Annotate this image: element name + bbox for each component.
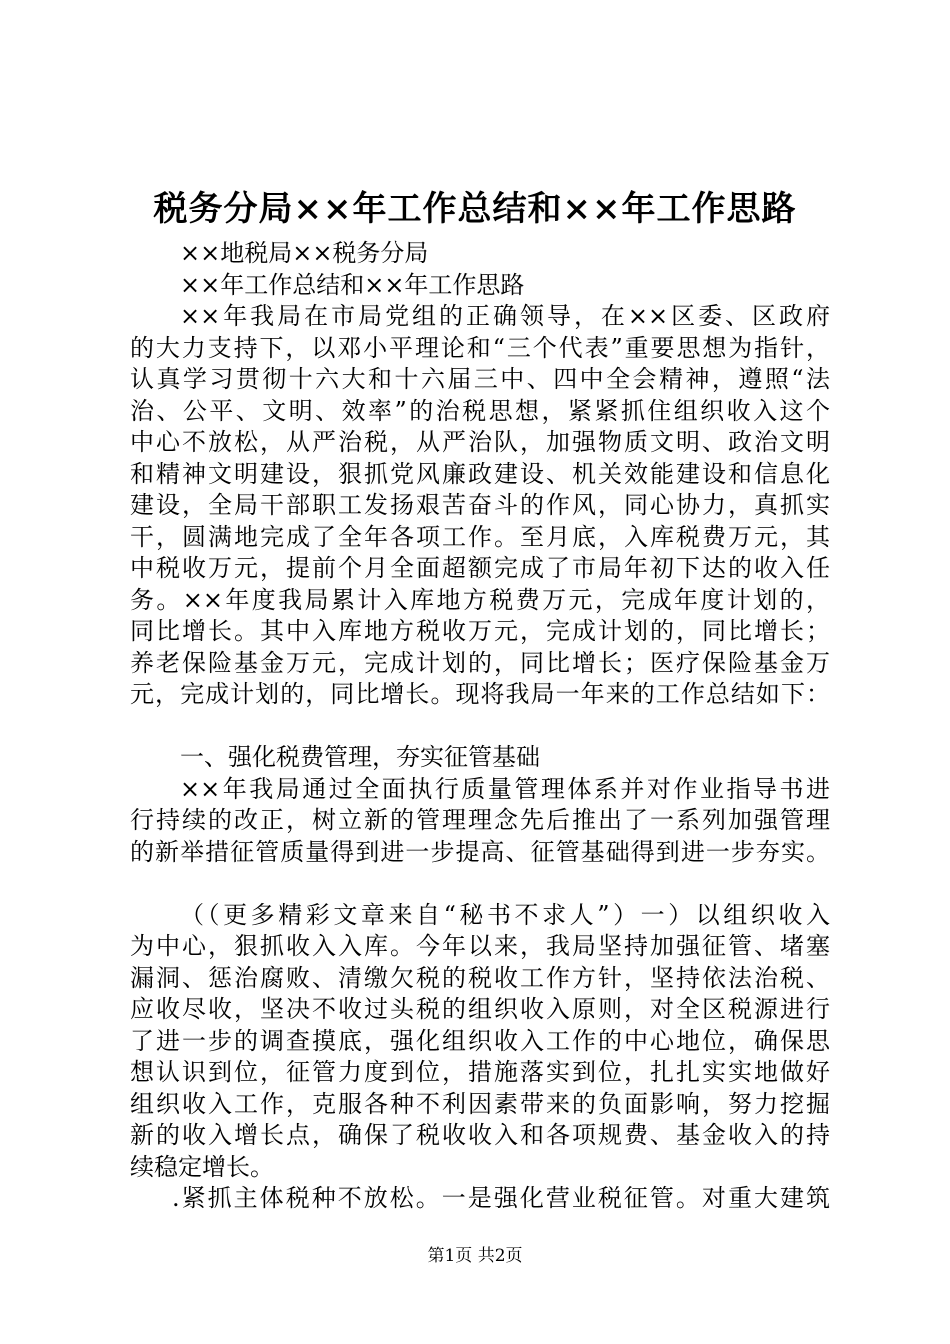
- body-line: 应收尽收，坚决不收过头税的组织收入原则，对全区税源进行: [130, 995, 830, 1023]
- body-line: 想认识到位，征管力度到位，措施落实到位，扎扎实实地做好: [130, 1058, 830, 1086]
- body-line: 务。××年度我局累计入库地方税费万元，完成年度计划的，: [130, 585, 830, 614]
- body-line: 干，圆满地完成了全年各项工作。至月底，入库税费万元，其: [130, 522, 830, 551]
- paragraph-gap: [130, 868, 830, 900]
- body-line: 了进一步的调查摸底，强化组织收入工作的中心地位，确保思: [130, 1026, 830, 1055]
- body-line: 养老保险基金万元，完成计划的，同比增长；医疗保险基金万: [130, 648, 830, 677]
- body-line: 中心不放松，从严治税，从严治队，加强物质文明、政治文明: [130, 428, 830, 456]
- paragraph-gap: [130, 711, 830, 743]
- body-line: （（更多精彩文章来自“秘书不求人”）一）以组织收入: [180, 900, 830, 929]
- body-line: 建设，全局干部职工发扬艰苦奋斗的作风，同心协力，真抓实: [130, 491, 830, 519]
- body-line: 行持续的改正，树立新的管理理念先后推出了一系列加强管理: [130, 806, 830, 834]
- body-line: ××年工作总结和××年工作思路: [180, 270, 525, 299]
- body-line: 新的收入增长点，确保了税收收入和各项规费、基金收入的持: [130, 1121, 830, 1149]
- body-line: ××年我局通过全面执行质量管理体系并对作业指导书进: [180, 774, 830, 803]
- body-line: 元，完成计划的，同比增长。现将我局一年来的工作总结如下：: [130, 680, 830, 708]
- body-line: 续稳定增长。: [130, 1152, 274, 1181]
- body-line: ××年我局在市局党组的正确领导，在××区委、区政府: [180, 302, 830, 330]
- body-line: 组织收入工作，克服各种不利因素带来的负面影响，努力挖掘: [130, 1089, 830, 1118]
- section-heading: 一、强化税费管理，夯实征管基础: [180, 743, 540, 771]
- page-footer: 第1页 共2页: [427, 1246, 523, 1266]
- body-line: .紧抓主体税种不放松。一是强化营业税征管。对重大建筑: [172, 1184, 830, 1212]
- document-body: [130, 238, 830, 1215]
- body-line: 漏洞、惩治腐败、清缴欠税的税收工作方针，坚持依法治税、: [130, 963, 830, 992]
- body-line: 的新举措征管质量得到进一步提高、征管基础得到进一步夯实。: [130, 837, 830, 866]
- body-line: 为中心，狠抓收入入库。今年以来，我局坚持加强征管、堵塞: [130, 932, 830, 960]
- body-line: 同比增长。其中入库地方税收万元，完成计划的，同比增长；: [130, 617, 830, 645]
- body-line: 认真学习贯彻十六大和十六届三中、四中全会精神，遵照“法: [130, 365, 830, 393]
- document-title: 税务分局××年工作总结和××年工作思路: [153, 189, 797, 229]
- body-line: 中税收万元，提前个月全面超额完成了市局年初下达的收入任: [130, 554, 830, 582]
- body-line: 的大力支持下，以邓小平理论和“三个代表”重要思想为指针，: [130, 333, 830, 362]
- body-line: 和精神文明建设，狠抓党风廉政建设、机关效能建设和信息化: [130, 459, 830, 488]
- body-line: ××地税局××税务分局: [180, 239, 429, 267]
- body-line: 治、公平、文明、效率”的治税思想，紧紧抓住组织收入这个: [130, 396, 830, 425]
